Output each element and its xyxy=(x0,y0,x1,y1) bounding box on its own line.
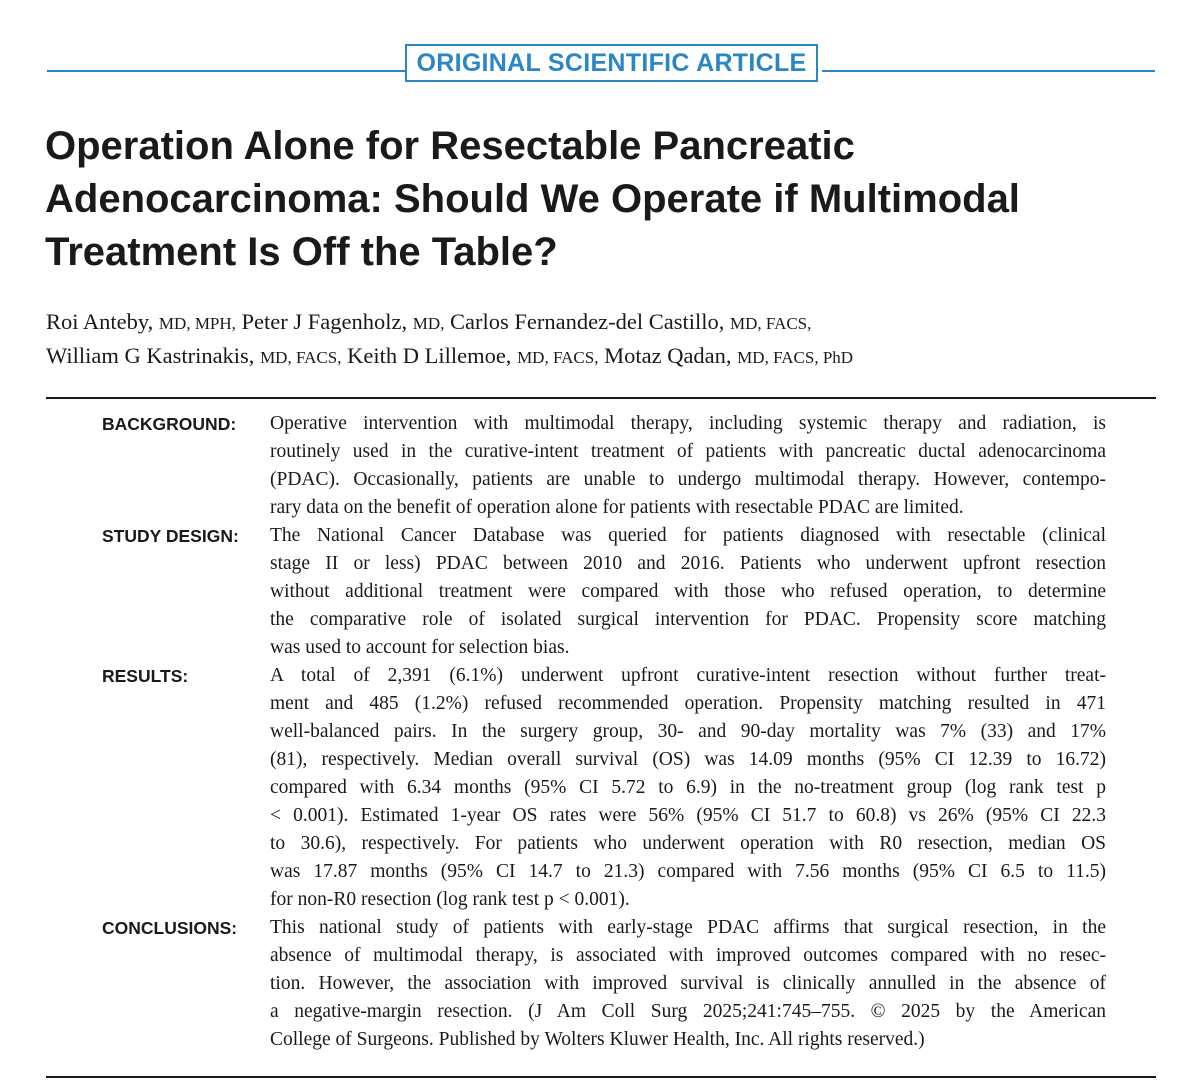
title-line: Operation Alone for Resectable Pancreatic xyxy=(45,124,855,168)
title-line: Treatment Is Off the Table? xyxy=(45,230,558,274)
author-degrees: MD, xyxy=(412,314,445,333)
text-line: (81), respectively. Median overall survival (OS) was 14.09 months (95% CI 12.39 to 16.72) xyxy=(270,749,1106,770)
text-line: a negative-margin resection. (J Am Coll Surg 2025;241:745–755. © 2025 by the American xyxy=(270,1001,1106,1022)
author-name: Motaz Qadan, xyxy=(604,343,732,368)
abstract-study-design xyxy=(46,522,1156,662)
author-name: Roi Anteby, xyxy=(46,309,154,334)
author-line xyxy=(46,340,1166,374)
text-line: for non-R0 resection (log rank test p < 0.001). xyxy=(270,889,630,910)
text-line: routinely used in the curative-intent treatment of patients with pancreatic ductal adenocarcinoma xyxy=(270,441,1106,462)
text-line: This national study of patients with early-stage PDAC affirms that surgical resection, in the xyxy=(270,917,1106,938)
text-line: < 0.001). Estimated 1-year OS rates were 56% (95% CI 51.7 to 60.8) vs 26% (95% CI 22.3 xyxy=(270,805,1106,826)
abstract-background xyxy=(46,410,1156,522)
article-type-label: ORIGINAL SCIENTIFIC ARTICLE xyxy=(416,48,807,77)
article-title xyxy=(45,120,1165,279)
author-list xyxy=(46,306,1166,374)
abstract-top-rule xyxy=(46,397,1156,399)
author-name: Keith D Lillemoe, xyxy=(347,343,512,368)
section-text-study-design xyxy=(270,522,1106,662)
author-name: Peter J Fagenholz, xyxy=(241,309,408,334)
author-degrees: MD, FACS, xyxy=(517,348,599,367)
text-line: was 17.87 months (95% CI 14.7 to 21.3) compared with 7.56 months (95% CI 6.5 to 11.5) xyxy=(270,861,1106,882)
section-label-conclusions: CONCLUSIONS: xyxy=(102,918,238,938)
text-line: to 30.6), respectively. For patients who underwent operation with R0 resection, median OS xyxy=(270,833,1106,854)
text-line: rary data on the benefit of operation alone for patients with resectable PDAC are limited. xyxy=(270,497,964,518)
section-text-results xyxy=(270,662,1106,914)
section-text-conclusions xyxy=(270,914,1106,1054)
banner-rule-right xyxy=(822,70,1155,72)
abstract-results xyxy=(46,662,1156,914)
text-line: stage II or less) PDAC between 2010 and 2016. Patients who underwent upfront resection xyxy=(270,553,1106,574)
section-text-background xyxy=(270,410,1106,522)
author-degrees: MD, FACS, xyxy=(260,348,342,367)
text-line: well-balanced pairs. In the surgery group, 30- and 90-day mortality was 7% (33) and 17% xyxy=(270,721,1106,742)
author-line xyxy=(46,306,1166,340)
text-line: Operative intervention with multimodal therapy, including systemic therapy and radiation, is xyxy=(270,413,1106,434)
text-line: A total of 2,391 (6.1%) underwent upfront curative-intent resection without further treat- xyxy=(270,665,1106,686)
article-type-banner xyxy=(405,44,818,82)
section-label-results: RESULTS: xyxy=(102,666,189,686)
text-line: without additional treatment were compared with those who refused operation, to determine xyxy=(270,581,1106,602)
banner-rule-left xyxy=(47,70,405,72)
text-line: College of Surgeons. Published by Wolters Kluwer Health, Inc. All rights reserved.) xyxy=(270,1029,925,1050)
abstract-conclusions xyxy=(46,914,1156,1054)
text-line: tion. However, the association with improved survival is clinically annulled in the absence of xyxy=(270,973,1106,994)
text-line: (PDAC). Occasionally, patients are unable to undergo multimodal therapy. However, contempo- xyxy=(270,469,1106,490)
section-label-study-design: STUDY DESIGN: xyxy=(102,526,239,546)
text-line: ment and 485 (1.2%) refused recommended operation. Propensity matching resulted in 471 xyxy=(270,693,1106,714)
author-degrees: MD, MPH, xyxy=(158,314,236,333)
author-name: Carlos Fernandez-del Castillo, xyxy=(450,309,725,334)
title-line: Adenocarcinoma: Should We Operate if Multimodal xyxy=(45,177,1020,221)
abstract-bottom-rule xyxy=(46,1076,1156,1078)
author-name: William G Kastrinakis, xyxy=(46,343,255,368)
text-line: was used to account for selection bias. xyxy=(270,637,570,658)
text-line: compared with 6.34 months (95% CI 5.72 to 6.9) in the no-treatment group (log rank test p xyxy=(270,777,1106,798)
text-line: The National Cancer Database was queried for patients diagnosed with resectable (clinical xyxy=(270,525,1106,546)
section-label-background: BACKGROUND: xyxy=(102,414,237,434)
text-line: absence of multimodal therapy, is associated with improved outcomes compared with no resec- xyxy=(270,945,1106,966)
author-degrees: MD, FACS, xyxy=(729,314,812,333)
text-line: the comparative role of isolated surgical intervention for PDAC. Propensity score matching xyxy=(270,609,1106,630)
author-degrees: MD, FACS, PhD xyxy=(737,348,854,367)
